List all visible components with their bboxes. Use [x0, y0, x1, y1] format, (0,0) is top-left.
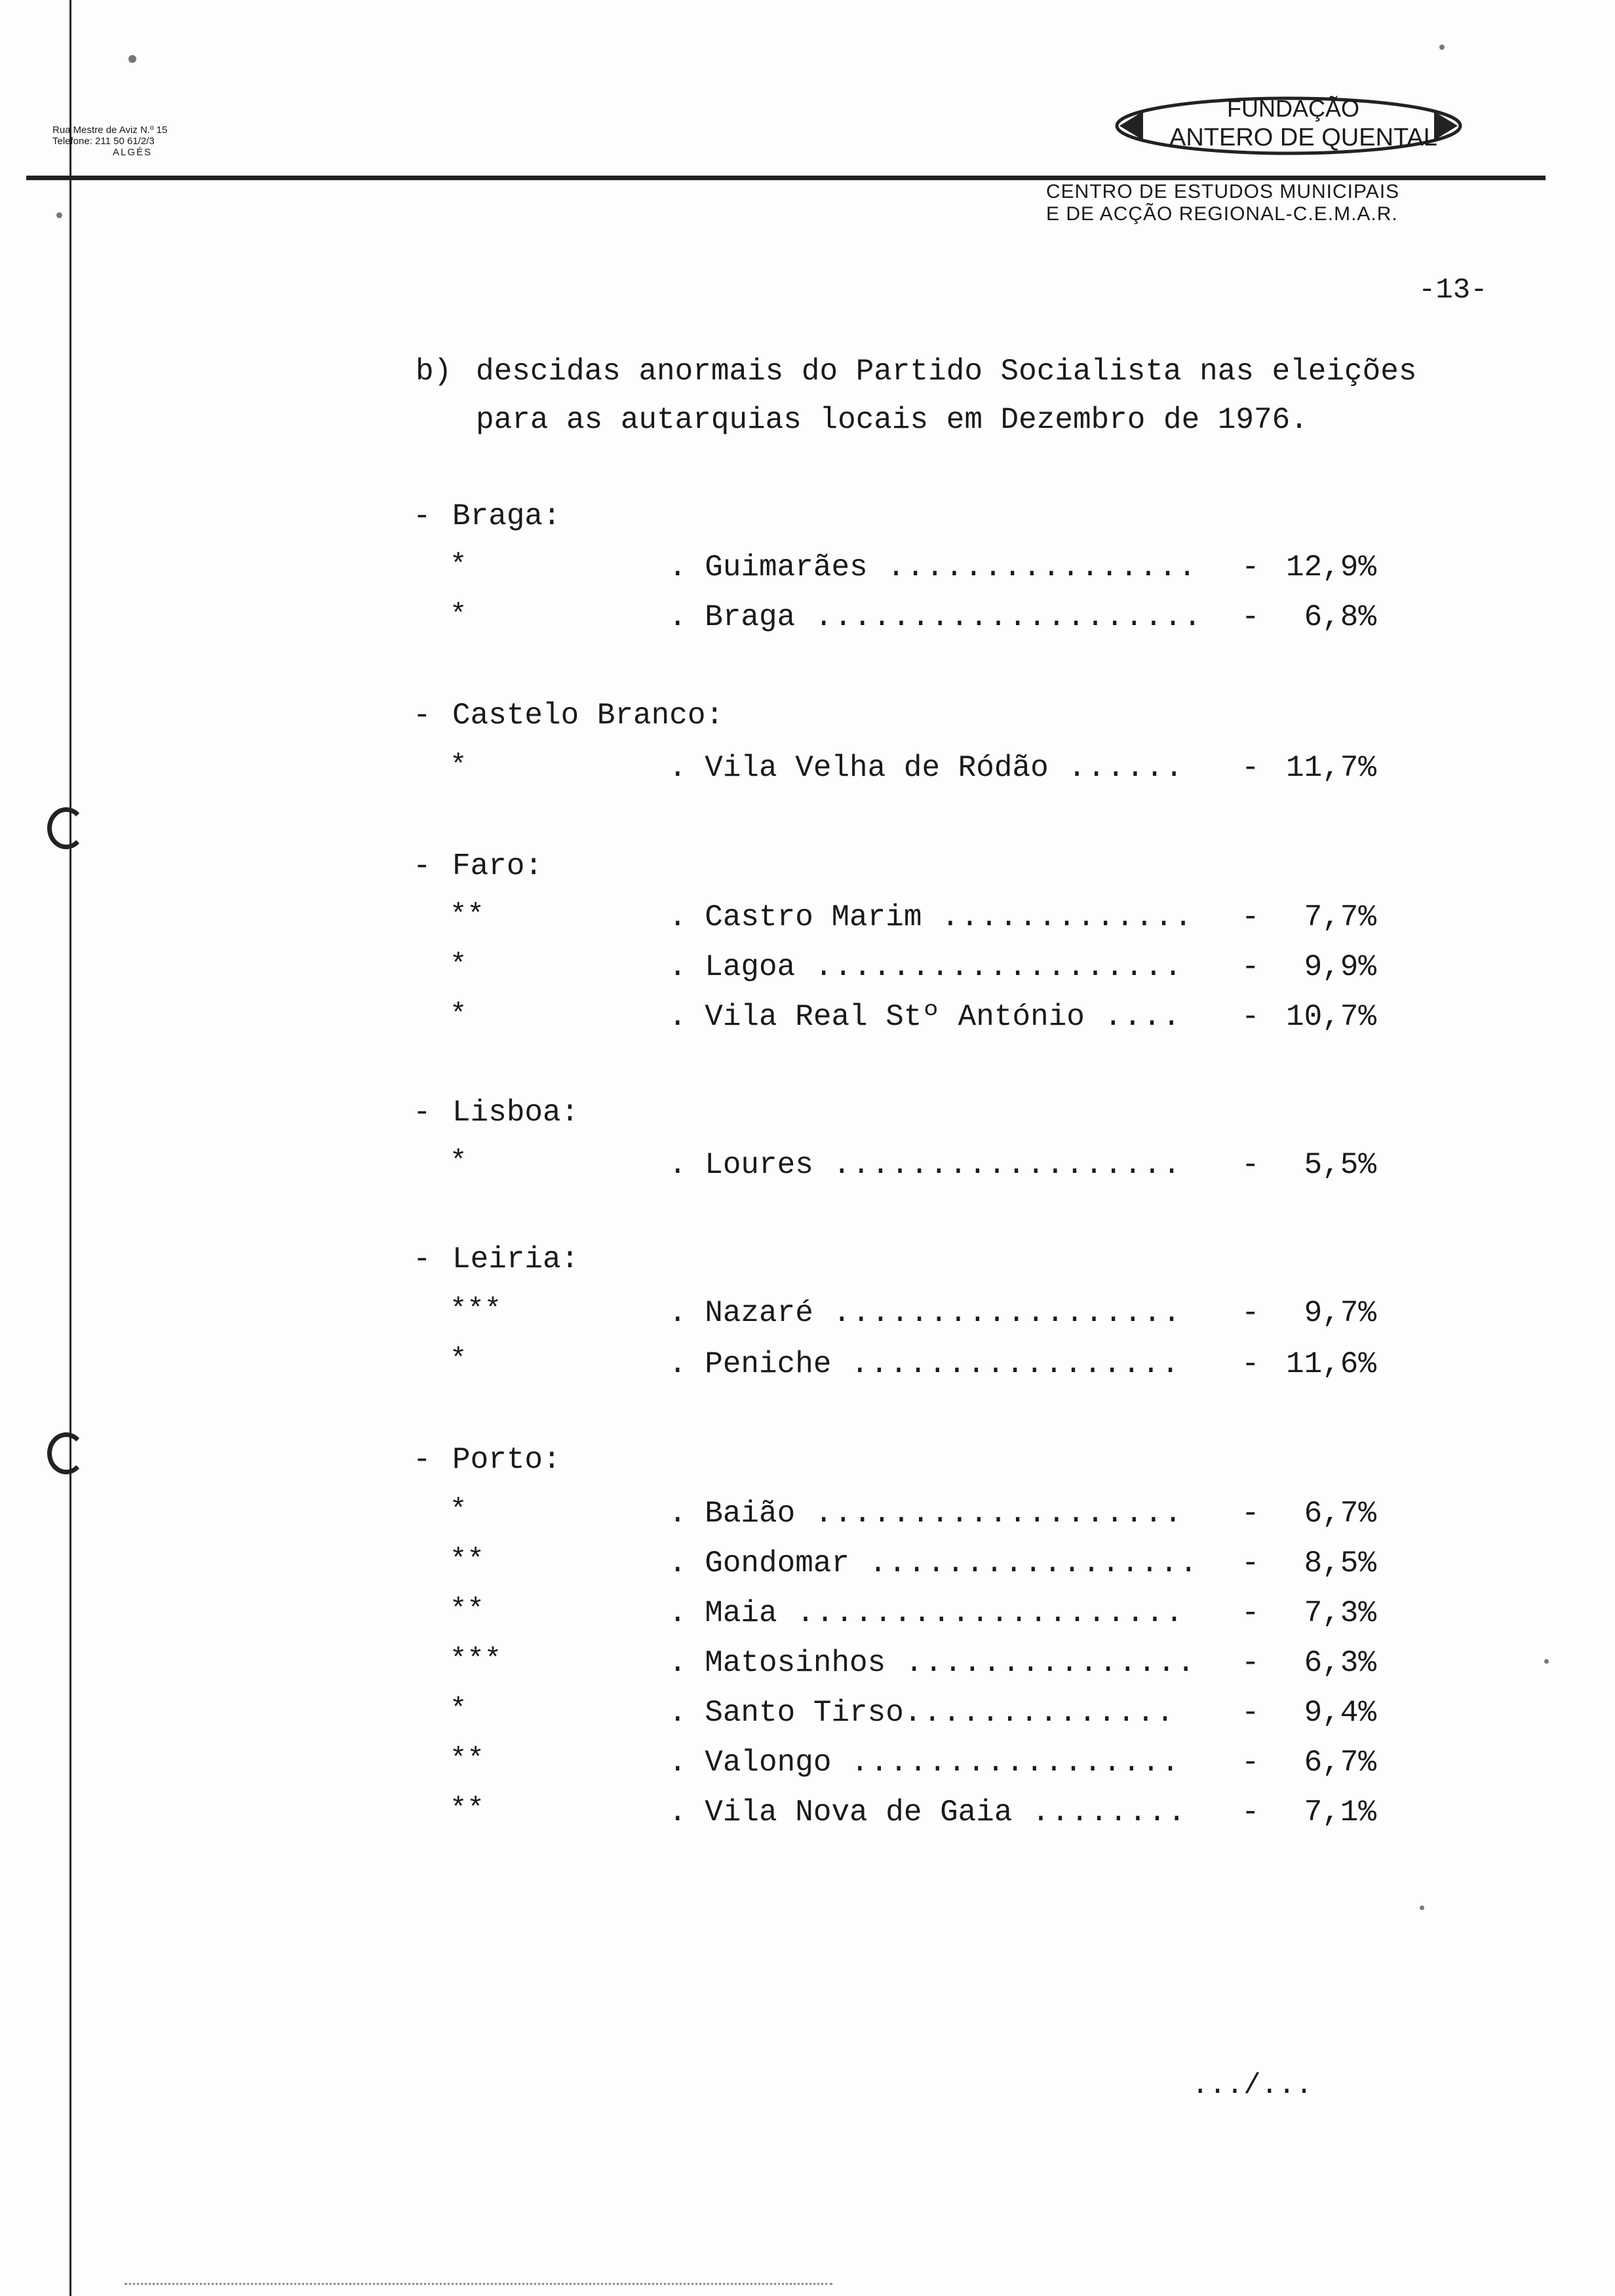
- stars-marker: *: [450, 1693, 467, 1726]
- percent-value: 11,7%: [1285, 751, 1376, 785]
- district-heading: - Leiria:: [413, 1242, 579, 1276]
- foundation-logo: [1105, 92, 1472, 164]
- stars-marker: *: [450, 750, 467, 782]
- list-item: . Matosinhos ............... - 6,3%: [669, 1646, 1376, 1680]
- stars-marker: *: [450, 999, 467, 1031]
- place-name: . Santo Tirso: [669, 1696, 904, 1730]
- percent-value: 9,9%: [1304, 950, 1376, 984]
- intro-text: descidas anormais do Partido Socialista nas eleições para as autarquias locais em Dezembro de 1976.: [476, 354, 1417, 437]
- stars-marker: ***: [450, 1643, 502, 1676]
- page-number: -13-: [1418, 274, 1488, 307]
- stars-marker: *: [450, 1145, 467, 1178]
- centro-heading: [1046, 181, 1479, 225]
- stars-marker: **: [450, 1544, 484, 1577]
- percent-value: 9,7%: [1304, 1296, 1376, 1330]
- place-name: . Peniche: [669, 1347, 832, 1381]
- stars-marker: *: [450, 599, 467, 632]
- list-item: . Braga .................... - 6,8%: [669, 600, 1376, 634]
- stars-marker: *: [450, 549, 467, 582]
- place-name: . Vila Velha de Ródão: [669, 751, 1049, 785]
- place-name: . Baião: [669, 1497, 796, 1531]
- list-item: . Guimarães ................ - 12,9%: [669, 550, 1376, 584]
- list-item: . Gondomar ................. - 8,5%: [669, 1546, 1376, 1580]
- percent-value: 6,3%: [1304, 1646, 1376, 1680]
- list-item: . Santo Tirso.............. - 9,4%: [669, 1696, 1376, 1730]
- intro-paragraph: [416, 347, 1497, 444]
- place-name: . Lagoa: [669, 950, 796, 984]
- stars-marker: **: [450, 1594, 484, 1626]
- place-name: . Matosinhos: [669, 1646, 886, 1680]
- percent-value: 8,5%: [1304, 1546, 1376, 1580]
- place-name: . Valongo: [669, 1746, 832, 1780]
- percent-value: 10,7%: [1285, 1000, 1376, 1034]
- district-name: Braga:: [452, 499, 561, 533]
- scan-speck: [1420, 1905, 1424, 1910]
- scan-speck: [1544, 1659, 1549, 1664]
- centro-line-1: CENTRO DE ESTUDOS MUNICIPAIS: [1046, 181, 1400, 202]
- stars-marker: ***: [450, 1293, 502, 1326]
- district-heading: - Braga:: [413, 499, 561, 533]
- district-name: Leiria:: [452, 1242, 579, 1276]
- scan-noise: [125, 2283, 832, 2285]
- stars-marker: **: [450, 899, 484, 932]
- district-heading: - Faro:: [413, 849, 543, 883]
- list-item: . Vila Real Stº António .... - 10,7%: [669, 1000, 1376, 1034]
- percent-value: 11,6%: [1285, 1347, 1376, 1381]
- stars-marker: **: [450, 1743, 484, 1776]
- district-name: Porto:: [452, 1443, 561, 1477]
- stars-marker: **: [450, 1793, 484, 1826]
- district-heading: - Castelo Branco:: [413, 698, 724, 733]
- continuation-mark: .../...: [1192, 2069, 1313, 2102]
- place-name: . Maia: [669, 1596, 777, 1630]
- header-rule: [26, 176, 1546, 180]
- list-item: . Vila Nova de Gaia ........ - 7,1%: [669, 1795, 1376, 1829]
- percent-value: 12,9%: [1285, 550, 1376, 584]
- logo-name: ANTERO DE QUENTAL: [1169, 124, 1437, 151]
- place-name: . Loures: [669, 1148, 813, 1182]
- place-name: . Vila Nova de Gaia: [669, 1795, 1013, 1829]
- district-heading: - Porto:: [413, 1443, 561, 1477]
- punch-hole-lower: [47, 1432, 85, 1474]
- percent-value: 6,7%: [1304, 1746, 1376, 1780]
- place-name: . Braga: [669, 600, 796, 634]
- percent-value: 9,4%: [1304, 1696, 1376, 1730]
- list-item: . Baião ................... - 6,7%: [669, 1497, 1376, 1531]
- place-name: . Guimarães: [669, 550, 868, 584]
- address-phone: Telefone: 211 50 61/2/3: [52, 136, 155, 147]
- scan-speck: [1439, 45, 1445, 50]
- list-item: . Valongo ................. - 6,7%: [669, 1746, 1376, 1780]
- punch-hole-upper: [47, 807, 85, 849]
- list-item: . Castro Marim ............. - 7,7%: [669, 900, 1376, 934]
- list-item: . Loures .................. - 5,5%: [669, 1148, 1376, 1182]
- stars-marker: *: [450, 949, 467, 982]
- list-item: . Vila Velha de Ródão ...... - 11,7%: [669, 751, 1376, 785]
- letterhead-address: [52, 124, 249, 158]
- district-name: Castelo Branco:: [452, 698, 724, 733]
- intro-label: b): [416, 354, 452, 389]
- logo-title: FUNDAÇÃO: [1227, 95, 1360, 122]
- list-item: . Peniche ................. - 11,6%: [669, 1347, 1376, 1381]
- scan-speck: [56, 212, 62, 218]
- list-item: . Nazaré .................. - 9,7%: [669, 1296, 1376, 1330]
- centro-line-2: E DE ACÇÃO REGIONAL-C.E.M.A.R.: [1046, 203, 1398, 225]
- place-name: . Vila Real Stº António: [669, 1000, 1085, 1034]
- list-item: . Lagoa ................... - 9,9%: [669, 950, 1376, 984]
- scan-speck: [128, 55, 136, 63]
- address-city: ALGÉS: [113, 147, 153, 158]
- district-name: Lisboa:: [452, 1096, 579, 1130]
- margin-line: [69, 0, 71, 2296]
- place-name: . Nazaré: [669, 1296, 813, 1330]
- percent-value: 5,5%: [1304, 1148, 1376, 1182]
- stars-marker: *: [450, 1343, 467, 1376]
- district-heading: - Lisboa:: [413, 1096, 579, 1130]
- address-street: Rua Mestre de Aviz N.º 15: [52, 124, 168, 136]
- district-name: Faro:: [452, 849, 543, 883]
- percent-value: 6,7%: [1304, 1497, 1376, 1531]
- percent-value: 7,7%: [1304, 900, 1376, 934]
- place-name: . Castro Marim: [669, 900, 922, 934]
- percent-value: 6,8%: [1304, 600, 1376, 634]
- list-item: . Maia .................... - 7,3%: [669, 1596, 1376, 1630]
- percent-value: 7,3%: [1304, 1596, 1376, 1630]
- place-name: . Gondomar: [669, 1546, 850, 1580]
- percent-value: 7,1%: [1304, 1795, 1376, 1829]
- stars-marker: *: [450, 1494, 467, 1527]
